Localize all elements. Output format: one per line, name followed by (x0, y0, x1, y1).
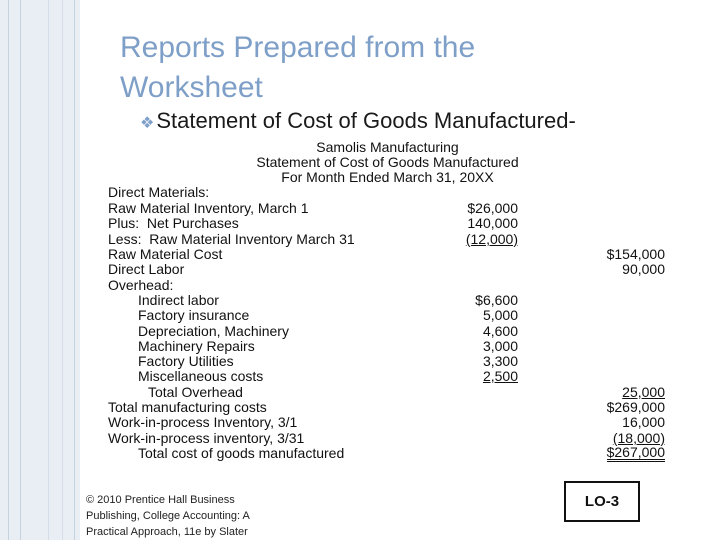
row-label: Direct Labor (108, 261, 185, 277)
row-label: Miscellaneous costs (138, 368, 264, 384)
row-total: $269,000 (606, 399, 665, 415)
copyright-notice (86, 492, 286, 540)
table-row (100, 246, 675, 262)
copyright-line: © 2010 Prentice Hall Business (86, 494, 235, 506)
row-total: 90,000 (622, 261, 665, 277)
slide-title-line1: Reports Prepared from the (120, 31, 476, 64)
table-row (100, 231, 675, 247)
row-label: Raw Material Inventory, March 1 (108, 200, 309, 216)
row-label: Overhead: (108, 277, 174, 293)
table-row (100, 338, 675, 354)
row-label: Total manufacturing costs (108, 399, 267, 415)
row-amount: (12,000) (465, 231, 518, 247)
table-row (100, 184, 675, 200)
row-label: Total Overhead (148, 384, 243, 400)
table-row (100, 368, 675, 384)
cost-of-goods-statement (100, 136, 675, 466)
table-row (100, 353, 675, 369)
row-amount: $6,600 (475, 292, 518, 308)
row-label: Total cost of goods manufactured (138, 445, 345, 461)
row-label: Indirect labor (138, 292, 219, 308)
row-amount: 140,000 (467, 215, 518, 231)
copyright-line: Publishing, College Accounting: A (86, 510, 250, 522)
row-amount: 3,000 (482, 338, 518, 354)
table-row (100, 277, 675, 293)
row-amount: 2,500 (482, 368, 518, 384)
row-amount: 5,000 (482, 307, 518, 323)
statement-company: Samolis Manufacturing (316, 139, 459, 155)
row-amount: 4,600 (482, 323, 518, 339)
table-row (100, 445, 675, 461)
lo-label: LO-3 (584, 493, 620, 510)
row-label: Machinery Repairs (138, 338, 255, 354)
row-label: Factory Utilities (138, 353, 234, 369)
row-total: (18,000) (612, 430, 665, 446)
table-row (100, 261, 675, 277)
decorative-side-bar (0, 0, 80, 540)
row-label: Work-in-process inventory, 3/31 (108, 430, 305, 446)
row-label: Depreciation, Machinery (138, 323, 289, 339)
row-amount: 3,300 (482, 353, 518, 369)
bullet-text: Statement of Cost of Goods Manufactured- (156, 108, 576, 133)
bullet-point (140, 108, 576, 134)
learning-objective-badge (564, 481, 640, 522)
row-total: $267,000 (606, 444, 665, 460)
copyright-line: Practical Approach, 11e by Slater (86, 526, 248, 538)
table-row (100, 307, 675, 323)
row-label: Work-in-process Inventory, 3/1 (108, 414, 298, 430)
row-label: Factory insurance (138, 307, 250, 323)
row-total: 16,000 (622, 414, 665, 430)
statement-period: For Month Ended March 31, 20XX (281, 169, 494, 185)
table-row (100, 323, 675, 339)
row-label: Less: Raw Material Inventory March 31 (108, 231, 355, 247)
row-amount: $26,000 (467, 200, 518, 216)
table-row (100, 384, 675, 400)
slide-title-line2: Worksheet (120, 71, 263, 104)
table-row (100, 414, 675, 430)
table-row (100, 399, 675, 415)
table-row (100, 200, 675, 216)
row-label: Plus: Net Purchases (108, 215, 239, 231)
bullet-icon: ❖ (140, 115, 155, 132)
row-total: $154,000 (606, 246, 665, 262)
statement-report-name: Statement of Cost of Goods Manufactured (256, 154, 519, 170)
slide-title (120, 28, 680, 108)
row-label: Direct Materials: (108, 184, 210, 200)
table-row (100, 430, 675, 446)
table-row (100, 215, 675, 231)
row-total: 25,000 (622, 384, 665, 400)
row-label: Raw Material Cost (108, 246, 223, 262)
table-row (100, 292, 675, 308)
